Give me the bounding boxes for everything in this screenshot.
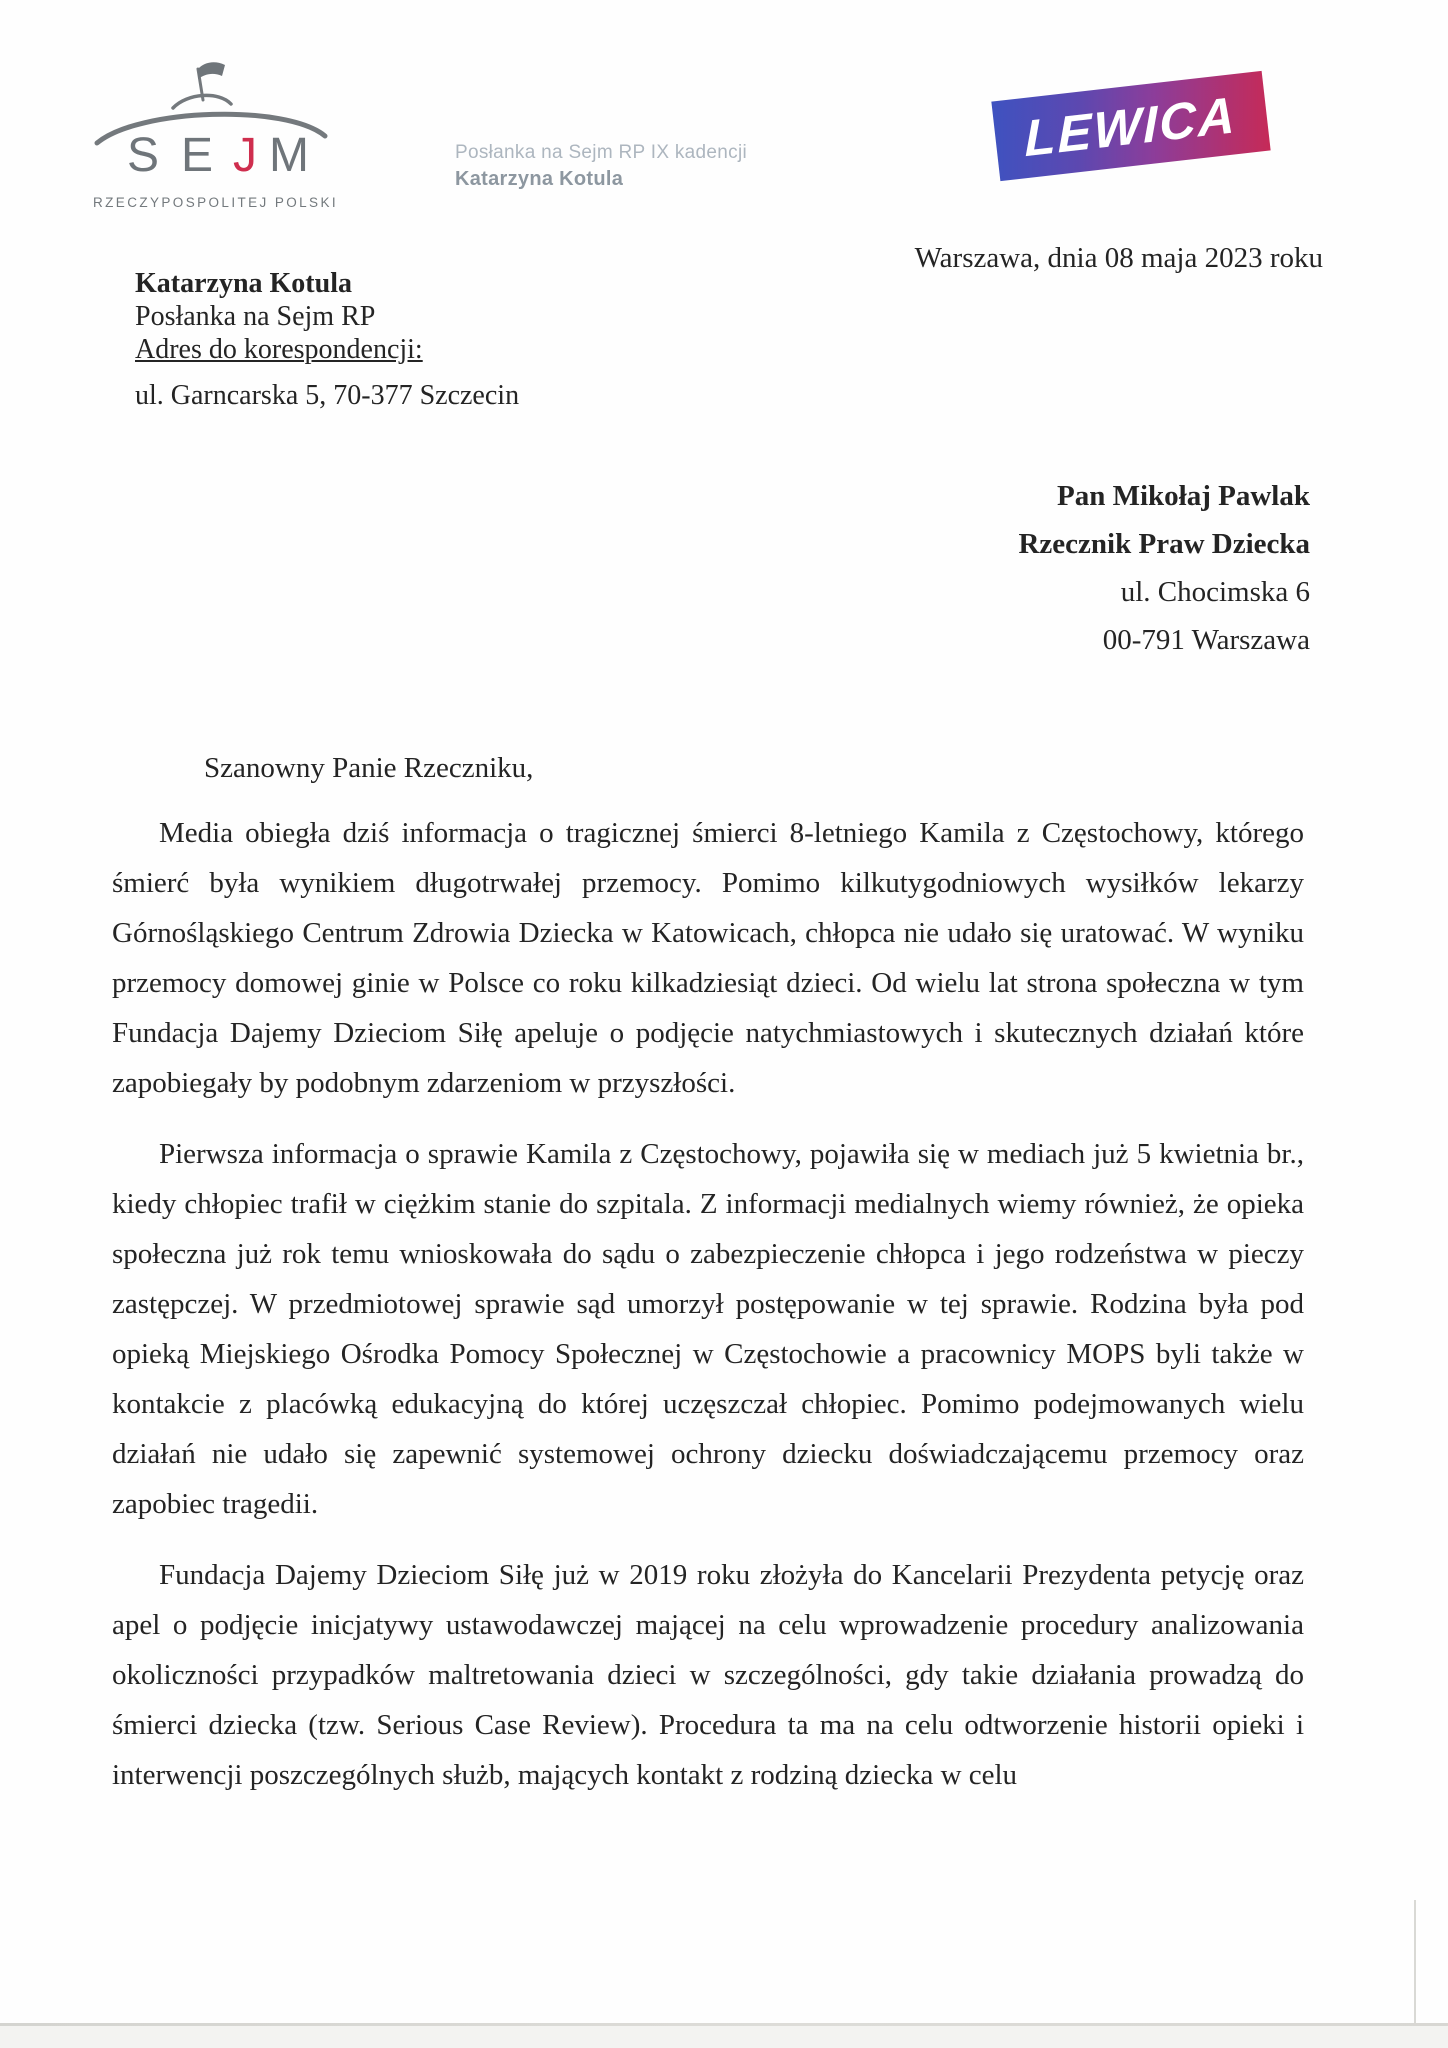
sender-block: [135, 267, 519, 412]
paragraph: Media obiegła dziś informacja o tragicznej śmierci 8-letniego Kamila z Częstochowy, którego śmierć była wynikiem długotrwałej przemocy. Pomimo kilkutygodniowych wysiłków lekarzy Górnośląskiego Centrum Zdrowia Dziecka w Katowicach, chłopca nie udało się uratować. W wyniku przemocy domowej ginie w Polsce co roku kilkadziesiąt dzieci. Od wielu lat strona społeczna w tym Fundacja Dajemy Dzieciom Siłę apeluje o podjęcie natychmiastowych i skutecznych działań które zapobiegały by podobnym zdarzeniom w przyszłości.: [112, 817, 1304, 1099]
paragraph: Fundacja Dajemy Dzieciom Siłę już w 2019 roku złożyła do Kancelarii Prezydenta petycję oraz apel o podjęcie inicjatywy ustawodawczej mającej na celu wprowadzenie procedury analizowania okoliczności przypadków maltretowania dzieci w szczególności, gdy takie działania prowadzą do śmierci dziecka (tzw. Serious Case Review). Procedura ta ma na celu odtworzenie historii opieki i interwencji poszczególnych służb, mających kontakt z rodziną dziecka w celu: [112, 1559, 1304, 1791]
date-line: Warszawa, dnia 08 maja 2023 roku: [914, 242, 1323, 274]
sender-title: Posłanka na Sejm RP: [135, 301, 376, 332]
recipient-city: 00-791 Warszawa: [1102, 624, 1310, 656]
recipient-name: Pan Mikołaj Pawlak: [1057, 480, 1310, 512]
deputy-name: Katarzyna Kotula: [455, 167, 624, 190]
sejm-flag-icon: [198, 62, 225, 79]
sejm-emblem-icon: [85, 44, 335, 224]
recipient-title: Rzecznik Praw Dziecka: [1018, 528, 1310, 560]
scan-artifact-bottom-band: [0, 2026, 1448, 2048]
salutation: Szanowny Panie Rzeczniku,: [204, 752, 534, 784]
letter-body: [112, 808, 1304, 1821]
deputy-block: [455, 140, 747, 193]
sender-address-label: Adres do korespondencji:: [135, 334, 423, 365]
deputy-label: Posłanka na Sejm RP IX kadencji: [455, 142, 747, 163]
scan-artifact-vertical-line: [1414, 1900, 1416, 2025]
sender-address: ul. Garncarska 5, 70-377 Szczecin: [135, 380, 520, 411]
recipient-block: [1018, 472, 1310, 664]
recipient-street: ul. Chocimska 6: [1120, 576, 1310, 608]
paragraph: Pierwsza informacja o sprawie Kamila z Częstochowy, pojawiła się w mediach już 5 kwietnia br., kiedy chłopiec trafił w ciężkim stanie do szpitala. Z informacji medialnych wiemy również, że opieka społeczna już rok temu wnioskowała do sądu o zabezpieczenie chłopca i jego rodzeństwa w pieczy zastępczej. W przedmiotowej sprawie sąd umorzył postępowanie w tej sprawie. Rodzina była pod opieką Miejskiego Ośrodka Pomocy Społecznej w Częstochowie a pracownicy MOPS byli także w kontakcie z placówką edukacyjną do której uczęszczał chłopiec. Pomimo podejmowanych wielu działań nie udało się zapewnić systemowej ochrony dziecku doświadczającemu przemocy oraz zapobiec tragedii.: [112, 1138, 1304, 1520]
sejm-letters: S E J M: [127, 129, 309, 182]
sender-name: Katarzyna Kotula: [135, 268, 352, 299]
sejm-subtitle: RZECZYPOSPOLITEJ POLSKIEJ: [93, 195, 335, 210]
lewica-logo-label: LEWICA: [1024, 85, 1238, 167]
sejm-dome-cap: [173, 95, 231, 108]
lewica-logo: [991, 71, 1270, 181]
sejm-logo: [85, 44, 335, 224]
